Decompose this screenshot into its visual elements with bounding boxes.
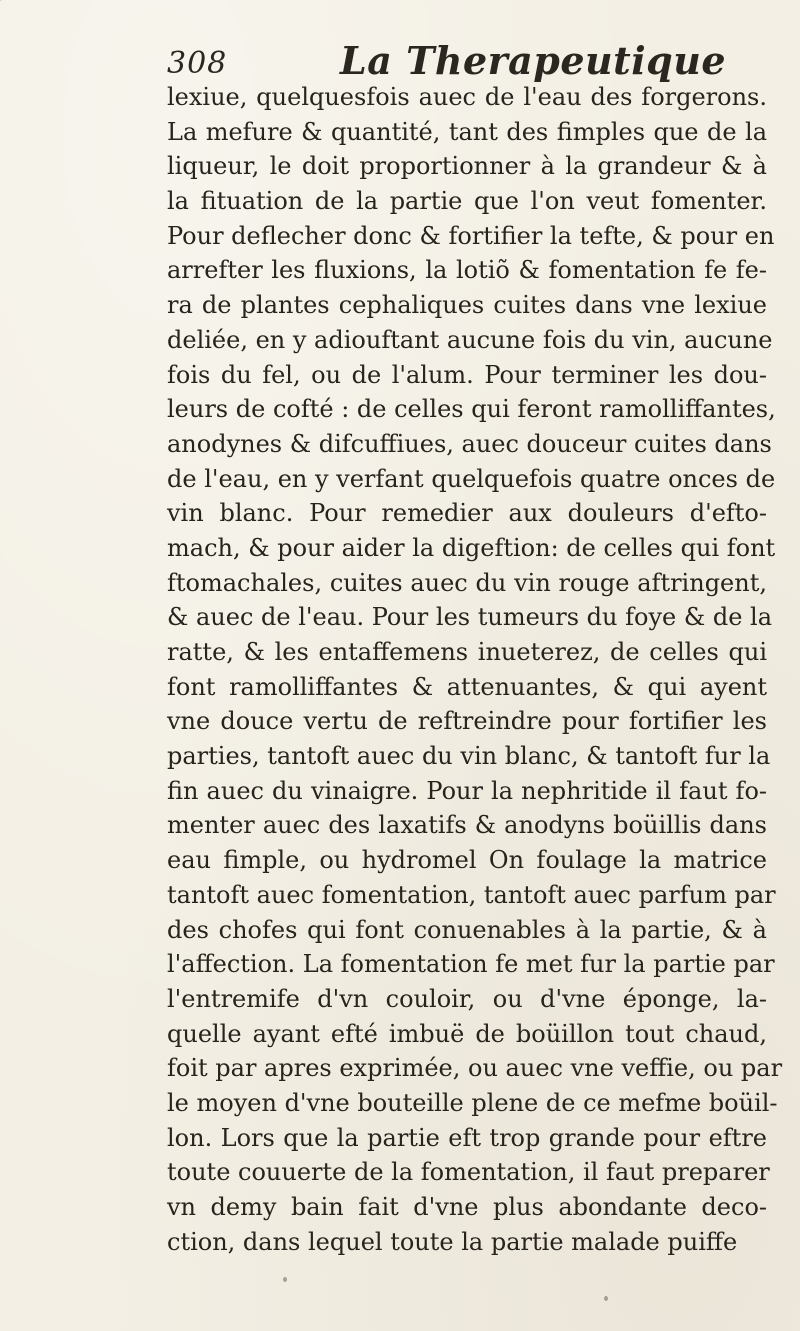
text-line: fin auec du vinaigre. Pour la nephritide il faut fo- xyxy=(167,776,767,805)
text-line: vne douce vertu de reftreindre pour fortifier les xyxy=(167,707,767,736)
text-line: mach, & pour aider la digeftion: de celles qui font xyxy=(167,533,776,562)
text-line: La mefure & quantité, tant des fimples que de la xyxy=(167,117,767,146)
text-line: des chofes qui font conuenables à la partie, & à xyxy=(167,915,767,944)
text-line: parties, tantoft auec du vin blanc, & tantoft fur la xyxy=(167,742,771,771)
text-line: le moyen d'vne bouteille plene de ce mefme boüil- xyxy=(167,1088,778,1117)
text-line: leurs de cofté : de celles qui feront ramolliffantes, xyxy=(167,395,776,424)
text-line: menter auec des laxatifs & anodyns boüillis dans xyxy=(167,811,767,840)
text-line: tantoft auec fomentation, tantoft auec parfum par xyxy=(167,880,776,909)
text-line: arrefter les fluxions, la lotiõ & fomentation fe fe- xyxy=(167,256,767,285)
text-line: l'entremife d'vn couloir, ou d'vne éponge, la- xyxy=(167,984,767,1013)
text-line: deliée, en y adiouftant aucune fois du vin, aucune xyxy=(167,325,773,354)
text-line: liqueur, le doit proportionner à la grandeur & à xyxy=(167,152,767,181)
page-number: 308 xyxy=(167,46,228,81)
text-line: anodynes & difcuffiues, auec douceur cuites dans xyxy=(167,429,772,458)
text-line: font ramolliffantes & attenuantes, & qui ayent xyxy=(167,672,767,701)
paper-speck xyxy=(283,1277,287,1282)
text-line: foit par apres exprimée, ou auec vne veffie, ou par xyxy=(167,1054,783,1083)
text-line: de l'eau, en y verfant quelquefois quatre onces de xyxy=(167,464,776,493)
text-line: vn demy bain fait d'vne plus abondante deco- xyxy=(167,1193,767,1221)
text-line: l'affection. La fomentation fe met fur la partie par xyxy=(167,950,775,979)
text-line: ra de plantes cephaliques cuites dans vne lexiue xyxy=(167,291,767,320)
text-line: & auec de l'eau. Pour les tumeurs du foye & de la xyxy=(167,603,773,632)
text-line: ction, dans lequel toute la partie malade puiffe xyxy=(167,1227,738,1256)
paper-speck xyxy=(604,1296,608,1301)
text-line: la fituation de la partie que l'on veut fomenter. xyxy=(167,187,767,216)
text-line: quelle ayant efté imbuë de boüillon tout chaud, xyxy=(167,1019,767,1048)
text-line: Pour deflecher donc & fortifier la tefte, & pour en xyxy=(167,221,775,250)
text-line: ratte, & les entaffemens inueterez, de celles qui xyxy=(167,638,767,666)
text-line: ftomachales, cuites auec du vin rouge aftringent, xyxy=(167,568,767,597)
text-line: lexiue, quelquesfois auec de l'eau des forgerons. xyxy=(167,83,767,111)
text-line: toute couuerte de la fomentation, il faut preparer xyxy=(167,1158,770,1187)
page-corner-mark xyxy=(0,0,37,17)
text-line: fois du fel, ou de l'alum. Pour terminer les dou- xyxy=(167,360,767,389)
body-text xyxy=(167,80,783,1259)
text-line: eau fimple, ou hydromel On foulage la matrice xyxy=(167,846,767,875)
text-line: lon. Lors que la partie eft trop grande pour eftre xyxy=(167,1123,767,1152)
text-line: vin blanc. Pour remedier aux douleurs d'efto- xyxy=(167,499,767,528)
running-title: La Therapeutique xyxy=(340,38,727,83)
